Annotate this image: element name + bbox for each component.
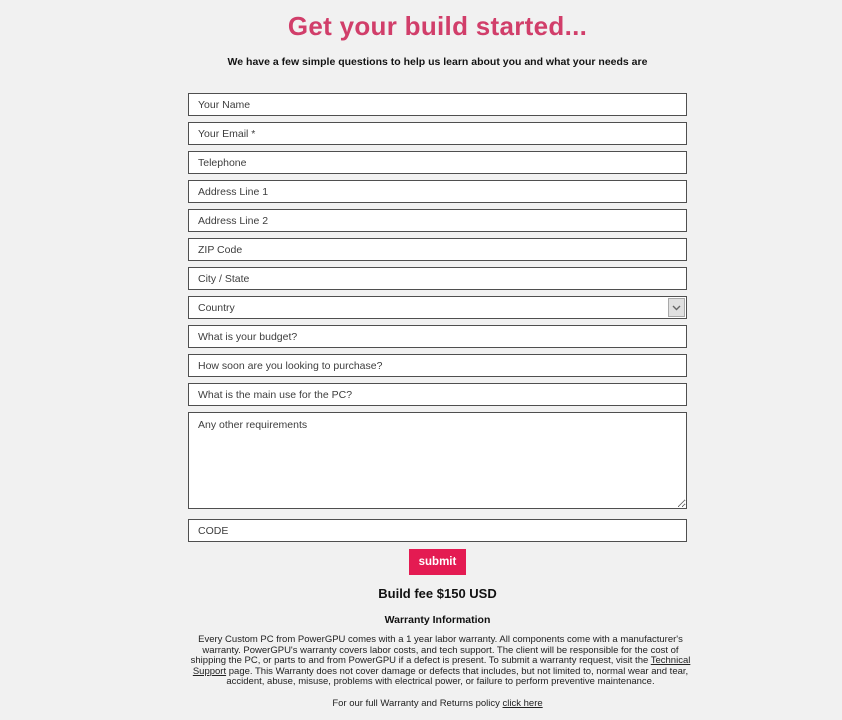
policy-text: For our full Warranty and Returns policy — [332, 697, 503, 709]
warranty-text-before: Every Custom PC from PowerGPU comes with a 1 year labor warranty. All components come with a manufacturer's warranty. PowerGPU's warranty covers labor costs, and tech support. The client will be responsible for the cost of shipping the PC, or parts to and from PowerGPU if a defect is present. To submit a warranty request, visit the — [190, 634, 683, 666]
purchase-timeframe-input[interactable] — [188, 354, 687, 377]
submit-button[interactable]: submit — [409, 549, 467, 575]
other-requirements-textarea[interactable] — [188, 412, 687, 509]
chevron-down-icon — [668, 298, 685, 317]
page-title: Get your build started... — [287, 11, 588, 41]
build-fee-text: Build fee $150 USD — [378, 586, 497, 601]
build-form — [188, 93, 687, 575]
warranty-heading: Warranty Information — [384, 614, 491, 626]
page-content — [188, 0, 691, 709]
click-here-link[interactable]: click here — [502, 697, 543, 709]
address-line-2-input[interactable] — [188, 209, 687, 232]
warranty-paragraph — [188, 635, 693, 688]
your-email-input[interactable] — [188, 122, 687, 145]
city-state-input[interactable] — [188, 267, 687, 290]
page-subtitle: We have a few simple questions to help us learn about you and what your needs are — [227, 56, 648, 68]
technical-support-link[interactable]: Technical Support — [192, 655, 691, 677]
telephone-input[interactable] — [188, 151, 687, 174]
your-name-input[interactable] — [188, 93, 687, 116]
zip-code-input[interactable] — [188, 238, 687, 261]
budget-input[interactable] — [188, 325, 687, 348]
policy-line — [188, 698, 687, 709]
country-select[interactable] — [188, 296, 687, 319]
warranty-text-after: page. This Warranty does not cover damage or defects that includes, but not limited to, normal wear and tear, accident, abuse, misuse, problems with electrical power, or failure to perform preventive maintenance. — [226, 665, 689, 687]
main-use-input[interactable] — [188, 383, 687, 406]
address-line-1-input[interactable] — [188, 180, 687, 203]
country-select-value: Country — [198, 301, 235, 314]
code-input[interactable] — [188, 519, 687, 542]
